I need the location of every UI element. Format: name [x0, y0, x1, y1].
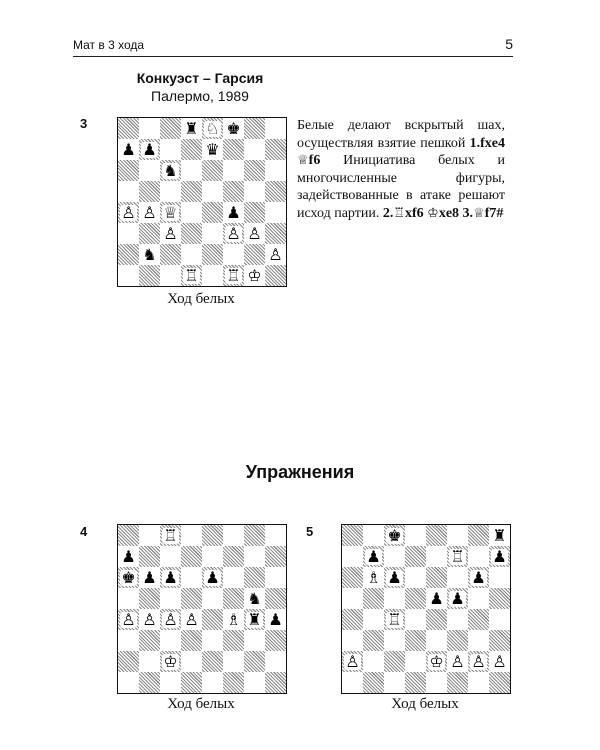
- queen-icon: ♕: [473, 205, 485, 221]
- board-square-d3: [181, 630, 202, 651]
- white-knight-icon: ♘: [205, 118, 220, 138]
- board-square-g4: [244, 609, 265, 630]
- black-pawn-icon: ♟: [121, 139, 136, 159]
- board-square-h2: [265, 244, 286, 265]
- board-square-e8: [202, 525, 223, 546]
- move: f7#: [484, 205, 504, 221]
- black-pawn-icon: ♟: [366, 546, 381, 566]
- board-square-g7: [244, 139, 265, 160]
- board-square-c8: [384, 525, 405, 546]
- board-square-f8: [223, 118, 244, 139]
- board-square-c3: [160, 630, 181, 651]
- king-icon: ♔: [427, 205, 439, 221]
- white-bishop-icon: ♗: [366, 567, 381, 587]
- board-square-b3: [363, 630, 384, 651]
- white-pawn-icon: ♙: [142, 202, 157, 222]
- board-square-e7: [202, 546, 223, 567]
- board-square-a1: [118, 265, 139, 286]
- white-bishop-icon: ♗: [226, 609, 241, 629]
- board-square-a1: [118, 672, 139, 693]
- board-square-h5: [489, 588, 510, 609]
- white-pawn-icon: ♙: [163, 609, 178, 629]
- page-number: 5: [505, 36, 513, 52]
- white-pawn-icon: ♙: [184, 609, 199, 629]
- black-pawn-icon: ♟: [205, 567, 220, 587]
- board-square-a7: [118, 139, 139, 160]
- black-pawn-icon: ♟: [492, 546, 507, 566]
- board-square-d4: [181, 609, 202, 630]
- game-commentary: [297, 117, 505, 222]
- board-square-b8: [139, 118, 160, 139]
- board-square-g3: [244, 630, 265, 651]
- board-square-b7: [363, 546, 384, 567]
- board-square-d5: [181, 181, 202, 202]
- board-square-b3: [139, 630, 160, 651]
- board-square-g5: [244, 181, 265, 202]
- board-square-h6: [489, 567, 510, 588]
- board-square-c2: [160, 651, 181, 672]
- board-square-d8: [181, 118, 202, 139]
- board-square-e1: [202, 265, 223, 286]
- board-square-e5: [202, 181, 223, 202]
- board-square-c1: [160, 672, 181, 693]
- board-square-g3: [468, 630, 489, 651]
- board-square-f2: [447, 651, 468, 672]
- board-square-e5: [426, 588, 447, 609]
- move: f6: [308, 153, 321, 168]
- board-square-h6: [265, 567, 286, 588]
- board-square-c3: [384, 630, 405, 651]
- board-square-c6: [384, 567, 405, 588]
- white-pawn-icon: ♙: [450, 651, 465, 671]
- black-king-icon: ♚: [387, 525, 402, 545]
- board-square-g1: [244, 265, 265, 286]
- board-square-f1: [447, 672, 468, 693]
- board-square-h1: [265, 672, 286, 693]
- board-square-e3: [426, 630, 447, 651]
- board-square-b5: [363, 588, 384, 609]
- board-square-d3: [405, 630, 426, 651]
- board-square-g1: [468, 672, 489, 693]
- white-pawn-icon: ♙: [345, 651, 360, 671]
- board-square-a6: [118, 567, 139, 588]
- board-square-b1: [139, 265, 160, 286]
- board-square-f8: [447, 525, 468, 546]
- board-square-e6: [202, 567, 223, 588]
- board-square-c2: [160, 244, 181, 265]
- board-square-c7: [160, 546, 181, 567]
- board-square-h7: [489, 546, 510, 567]
- board-square-f4: [447, 609, 468, 630]
- board-square-h5: [265, 588, 286, 609]
- board-square-b7: [139, 139, 160, 160]
- diagram-caption: Ход белых: [391, 696, 459, 712]
- black-pawn-icon: ♟: [387, 567, 402, 587]
- black-king-icon: ♚: [226, 118, 241, 138]
- board-square-b7: [139, 546, 160, 567]
- board-square-f4: [223, 609, 244, 630]
- board-square-e2: [202, 651, 223, 672]
- board-square-e8: [202, 118, 223, 139]
- diagram-caption: Ход белых: [167, 291, 235, 307]
- board-square-c1: [384, 672, 405, 693]
- board-square-b1: [139, 672, 160, 693]
- board-square-e7: [202, 139, 223, 160]
- running-header: [73, 36, 513, 57]
- board-square-c7: [384, 546, 405, 567]
- board-square-a6: [118, 160, 139, 181]
- board-square-c1: [160, 265, 181, 286]
- board-square-a2: [118, 651, 139, 672]
- board-square-c5: [160, 588, 181, 609]
- board-square-e5: [202, 588, 223, 609]
- board-square-e1: [426, 672, 447, 693]
- board-square-a5: [118, 181, 139, 202]
- board-square-d5: [405, 588, 426, 609]
- board-square-e4: [202, 609, 223, 630]
- board-square-e3: [202, 223, 223, 244]
- board-square-a5: [118, 588, 139, 609]
- board-square-b5: [139, 588, 160, 609]
- board-square-f7: [223, 139, 244, 160]
- rook-icon: ♖: [393, 205, 405, 221]
- black-pawn-icon: ♟: [450, 588, 465, 608]
- board-square-b6: [139, 160, 160, 181]
- board-square-d4: [181, 202, 202, 223]
- board-square-b8: [139, 525, 160, 546]
- commentary-text: Инициатива белых и многочисленные фигуры, задействованные в атаке решают исход партии.: [297, 153, 506, 221]
- board-square-f1: [223, 265, 244, 286]
- board-square-e4: [202, 202, 223, 223]
- black-queen-icon: ♛: [205, 139, 220, 159]
- board-square-c8: [160, 525, 181, 546]
- black-rook-icon: ♜: [184, 118, 199, 138]
- commentary-text: Белые делают вскрытый шах, осуществляя взятие пешкой: [297, 118, 505, 151]
- game-place: Палермо, 1989: [151, 88, 249, 104]
- board-square-h4: [489, 609, 510, 630]
- board-square-f3: [223, 630, 244, 651]
- diagram-number: 5: [306, 524, 314, 539]
- board-square-h3: [265, 223, 286, 244]
- board-square-g5: [468, 588, 489, 609]
- board-square-f7: [223, 546, 244, 567]
- board-square-e6: [426, 567, 447, 588]
- board-square-g4: [244, 202, 265, 223]
- white-pawn-icon: ♙: [471, 651, 486, 671]
- board-square-g6: [244, 567, 265, 588]
- board-square-d8: [181, 525, 202, 546]
- board-square-d3: [181, 223, 202, 244]
- board-square-a8: [118, 525, 139, 546]
- board-square-g6: [244, 160, 265, 181]
- white-queen-icon: ♕: [163, 202, 178, 222]
- board-square-c5: [160, 181, 181, 202]
- board-square-f1: [223, 672, 244, 693]
- board-square-c3: [160, 223, 181, 244]
- black-king-icon: ♚: [121, 567, 136, 587]
- move: 2.: [382, 205, 394, 221]
- board-square-e2: [202, 244, 223, 265]
- black-pawn-icon: ♟: [429, 588, 444, 608]
- board-square-a7: [118, 546, 139, 567]
- white-king-icon: ♔: [247, 265, 262, 285]
- board-square-g8: [468, 525, 489, 546]
- board-square-b4: [139, 609, 160, 630]
- move: xe8: [438, 205, 460, 221]
- board-square-a8: [342, 525, 363, 546]
- board-square-e1: [202, 672, 223, 693]
- board-square-a3: [118, 630, 139, 651]
- white-pawn-icon: ♙: [142, 609, 157, 629]
- board-square-h8: [265, 118, 286, 139]
- board-square-d1: [405, 672, 426, 693]
- board-square-f5: [223, 181, 244, 202]
- board-square-a8: [118, 118, 139, 139]
- board-square-h2: [265, 651, 286, 672]
- board-square-c4: [384, 609, 405, 630]
- board-square-a3: [342, 630, 363, 651]
- board-square-h7: [265, 546, 286, 567]
- board-square-g8: [244, 525, 265, 546]
- board-square-b1: [363, 672, 384, 693]
- board-square-a4: [118, 202, 139, 223]
- board-square-f4: [223, 202, 244, 223]
- board-square-b3: [139, 223, 160, 244]
- board-square-b6: [363, 567, 384, 588]
- board-square-h2: [489, 651, 510, 672]
- black-rook-icon: ♜: [492, 525, 507, 545]
- chess-board: [117, 524, 287, 694]
- white-pawn-icon: ♙: [163, 223, 178, 243]
- move: 1.fxe4: [469, 135, 505, 151]
- board-square-c8: [160, 118, 181, 139]
- board-square-f5: [447, 588, 468, 609]
- board-square-d2: [405, 651, 426, 672]
- board-square-e6: [202, 160, 223, 181]
- chess-board: [341, 524, 511, 694]
- board-square-f7: [447, 546, 468, 567]
- black-rook-icon: ♜: [247, 609, 262, 629]
- board-square-b2: [139, 244, 160, 265]
- board-square-a5: [342, 588, 363, 609]
- board-square-f2: [223, 244, 244, 265]
- board-square-g2: [244, 651, 265, 672]
- white-rook-icon: ♖: [184, 265, 199, 285]
- board-square-e4: [426, 609, 447, 630]
- board-square-d4: [405, 609, 426, 630]
- board-square-h1: [265, 265, 286, 286]
- white-pawn-icon: ♙: [121, 609, 136, 629]
- diagram-number: 3: [80, 116, 88, 131]
- board-square-d8: [405, 525, 426, 546]
- board-square-e2: [426, 651, 447, 672]
- board-square-b8: [363, 525, 384, 546]
- board-square-f3: [223, 223, 244, 244]
- board-square-h7: [265, 139, 286, 160]
- section-title: Упражнения: [245, 462, 355, 482]
- black-pawn-icon: ♟: [142, 139, 157, 159]
- board-square-d7: [405, 546, 426, 567]
- move: xf6: [405, 205, 424, 221]
- board-square-b6: [139, 567, 160, 588]
- board-square-h8: [489, 525, 510, 546]
- board-square-g2: [244, 244, 265, 265]
- white-rook-icon: ♖: [226, 265, 241, 285]
- board-square-e8: [426, 525, 447, 546]
- board-square-a7: [342, 546, 363, 567]
- white-pawn-icon: ♙: [121, 202, 136, 222]
- white-pawn-icon: ♙: [247, 223, 262, 243]
- diagram-number: 4: [80, 524, 88, 539]
- white-rook-icon: ♖: [163, 525, 178, 545]
- board-square-c5: [384, 588, 405, 609]
- board-square-c2: [384, 651, 405, 672]
- board-square-e3: [202, 630, 223, 651]
- board-square-c6: [160, 567, 181, 588]
- board-square-h8: [265, 525, 286, 546]
- board-square-a2: [342, 651, 363, 672]
- board-square-h1: [489, 672, 510, 693]
- board-square-b4: [363, 609, 384, 630]
- queen-icon: ♕: [297, 153, 309, 168]
- diagram-caption: Ход белых: [167, 696, 235, 712]
- black-pawn-icon: ♟: [471, 567, 486, 587]
- black-knight-icon: ♞: [247, 588, 262, 608]
- board-square-g8: [244, 118, 265, 139]
- board-square-g6: [468, 567, 489, 588]
- board-square-h3: [489, 630, 510, 651]
- black-pawn-icon: ♟: [142, 567, 157, 587]
- board-square-g1: [244, 672, 265, 693]
- board-square-d5: [181, 588, 202, 609]
- board-square-a6: [342, 567, 363, 588]
- board-square-d6: [181, 567, 202, 588]
- board-square-d6: [405, 567, 426, 588]
- board-square-f6: [447, 567, 468, 588]
- black-pawn-icon: ♟: [121, 546, 136, 566]
- move: 3.: [462, 205, 474, 221]
- board-square-d1: [181, 265, 202, 286]
- board-square-d1: [181, 672, 202, 693]
- board-square-c7: [160, 139, 181, 160]
- board-square-b5: [139, 181, 160, 202]
- board-square-f2: [223, 651, 244, 672]
- board-square-a3: [118, 223, 139, 244]
- white-pawn-icon: ♙: [268, 244, 283, 264]
- board-square-d7: [181, 546, 202, 567]
- chapter-title: Мат в 3 хода: [73, 38, 145, 52]
- board-square-a1: [342, 672, 363, 693]
- board-square-f6: [223, 160, 244, 181]
- board-square-f3: [447, 630, 468, 651]
- white-king-icon: ♔: [163, 651, 178, 671]
- board-square-c4: [160, 609, 181, 630]
- board-square-b4: [139, 202, 160, 223]
- board-square-d2: [181, 244, 202, 265]
- board-square-g2: [468, 651, 489, 672]
- white-rook-icon: ♖: [450, 546, 465, 566]
- board-square-g4: [468, 609, 489, 630]
- board-square-d2: [181, 651, 202, 672]
- board-square-f6: [223, 567, 244, 588]
- black-pawn-icon: ♟: [226, 202, 241, 222]
- board-square-h3: [265, 630, 286, 651]
- board-square-f8: [223, 525, 244, 546]
- white-rook-icon: ♖: [387, 609, 402, 629]
- board-square-d7: [181, 139, 202, 160]
- chess-board: [117, 117, 287, 287]
- board-square-d6: [181, 160, 202, 181]
- board-square-h4: [265, 202, 286, 223]
- board-square-a4: [118, 609, 139, 630]
- board-square-g7: [468, 546, 489, 567]
- board-square-c4: [160, 202, 181, 223]
- black-knight-icon: ♞: [142, 244, 157, 264]
- board-square-a2: [118, 244, 139, 265]
- black-pawn-icon: ♟: [268, 609, 283, 629]
- board-square-g7: [244, 546, 265, 567]
- white-pawn-icon: ♙: [226, 223, 241, 243]
- white-king-icon: ♔: [429, 651, 444, 671]
- board-square-h5: [265, 181, 286, 202]
- white-pawn-icon: ♙: [492, 651, 507, 671]
- board-square-h6: [265, 160, 286, 181]
- board-square-g3: [244, 223, 265, 244]
- board-square-b2: [363, 651, 384, 672]
- board-square-h4: [265, 609, 286, 630]
- board-square-a4: [342, 609, 363, 630]
- board-square-b2: [139, 651, 160, 672]
- board-square-g5: [244, 588, 265, 609]
- black-pawn-icon: ♟: [163, 567, 178, 587]
- board-square-c6: [160, 160, 181, 181]
- black-knight-icon: ♞: [163, 160, 178, 180]
- board-square-f5: [223, 588, 244, 609]
- board-square-e7: [426, 546, 447, 567]
- game-players: Конкуэст – Гарсия: [136, 70, 264, 86]
